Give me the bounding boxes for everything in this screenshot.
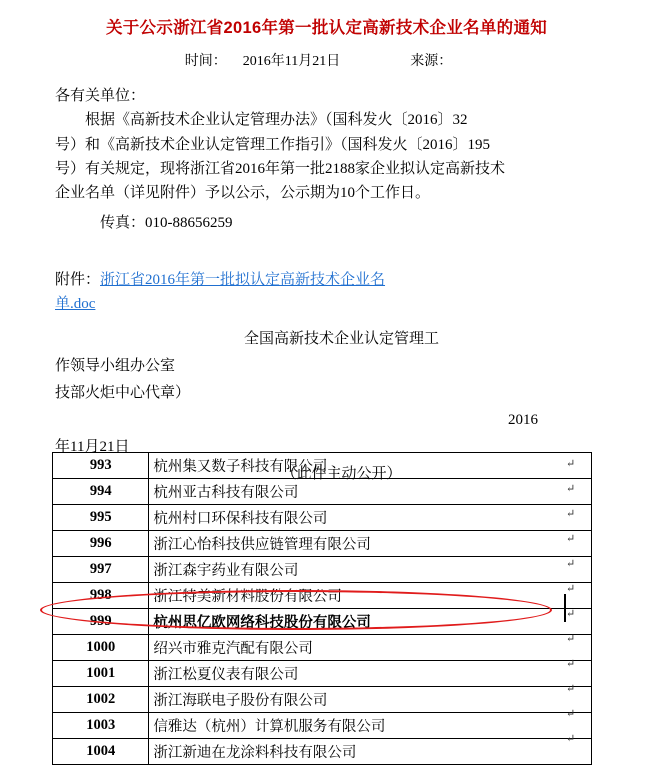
table-row[interactable] bbox=[53, 479, 592, 505]
table-row[interactable] bbox=[53, 583, 592, 609]
row-company-name: 杭州村口环保科技有限公司 bbox=[149, 505, 592, 531]
enterprise-list-table bbox=[52, 452, 592, 765]
table-row-highlighted[interactable] bbox=[53, 609, 592, 635]
row-number: 1002 bbox=[53, 687, 149, 713]
paragraph-mark: ↵ bbox=[566, 658, 576, 670]
table-row[interactable] bbox=[53, 687, 592, 713]
attachment-link-continued[interactable]: 单.doc bbox=[55, 296, 96, 313]
attachment-link[interactable]: 浙江省2016年第一批拟认定高新技术企业名 bbox=[100, 272, 386, 289]
table-row[interactable] bbox=[53, 713, 592, 739]
row-company-name: 信雅达（杭州）计算机服务有限公司 bbox=[149, 713, 592, 739]
body-line-3: 号）有关规定，现将浙江省2016年第一批2188家企业拟认定高新技术 bbox=[55, 160, 506, 177]
text-cursor bbox=[564, 594, 566, 622]
page-title: 关于公示浙江省2016年第一批认定高新技术企业名单的通知 bbox=[105, 19, 548, 37]
paragraph-mark: ↵ bbox=[566, 733, 576, 745]
document-body bbox=[55, 84, 598, 205]
attachment-label: 附件： bbox=[55, 272, 101, 289]
body-line-2: 号）和《高新技术企业认定管理工作指引》（国科发火〔2016〕195 bbox=[55, 136, 491, 153]
time-label: 时间： bbox=[184, 54, 227, 69]
table-row[interactable] bbox=[53, 661, 592, 687]
table-row[interactable] bbox=[53, 453, 592, 479]
paragraph-mark: ↵ bbox=[566, 608, 576, 620]
document-meta bbox=[0, 50, 653, 70]
row-number: 995 bbox=[53, 505, 149, 531]
table-row[interactable] bbox=[53, 635, 592, 661]
table-row[interactable] bbox=[53, 505, 592, 531]
signature-line-6: （此件主动公开） bbox=[281, 466, 402, 483]
row-number: 993 bbox=[53, 453, 149, 479]
paragraph-mark: ↵ bbox=[566, 533, 576, 545]
row-company-name: 绍兴市雅克汽配有限公司 bbox=[149, 635, 592, 661]
signature-line-1: 全国高新技术企业认定管理工 bbox=[243, 331, 439, 348]
salutation: 各有关单位： bbox=[55, 88, 146, 104]
row-company-name: 浙江森宇药业有限公司 bbox=[149, 557, 592, 583]
row-company-name: 浙江心怡科技供应链管理有限公司 bbox=[149, 531, 592, 557]
row-number: 1000 bbox=[53, 635, 149, 661]
row-company-name: 浙江新迪在龙涂料科技有限公司 bbox=[149, 739, 592, 765]
row-number: 1001 bbox=[53, 661, 149, 687]
signature-line-5: 年11月21日 bbox=[55, 439, 130, 456]
fax-line: 传真：010-88656259 bbox=[100, 215, 233, 232]
paragraph-mark: ↵ bbox=[566, 583, 576, 595]
body-line-1: 根据《高新技术企业认定管理办法》（国科发火〔2016〕32 bbox=[85, 112, 468, 129]
row-number: 998 bbox=[53, 583, 149, 609]
row-company-name: 浙江松夏仪表有限公司 bbox=[149, 661, 592, 687]
signature-line-4: 2016 bbox=[508, 412, 538, 429]
row-company-name: 杭州思亿欧网络科技股份有限公司 bbox=[149, 609, 592, 635]
row-number: 1003 bbox=[53, 713, 149, 739]
table-row[interactable] bbox=[53, 531, 592, 557]
row-company-name: 浙江海联电子股份有限公司 bbox=[149, 687, 592, 713]
paragraph-mark: ↵ bbox=[566, 558, 576, 570]
paragraph-mark: ↵ bbox=[566, 633, 576, 645]
row-company-name: 杭州亚古科技有限公司 bbox=[149, 479, 592, 505]
table-row[interactable] bbox=[53, 557, 592, 583]
table-body bbox=[53, 453, 592, 765]
paragraph-mark: ↵ bbox=[566, 683, 576, 695]
row-number: 997 bbox=[53, 557, 149, 583]
row-number: 1004 bbox=[53, 739, 149, 765]
signature-line-2: 作领导小组办公室 bbox=[55, 358, 176, 375]
row-number: 996 bbox=[53, 531, 149, 557]
paragraph-mark: ↵ bbox=[566, 508, 576, 520]
row-number: 994 bbox=[53, 479, 149, 505]
paragraph-mark: ↵ bbox=[566, 708, 576, 720]
paragraph-mark: ↵ bbox=[566, 458, 576, 470]
signature-line-3: 技部火炬中心代章） bbox=[55, 385, 191, 402]
attachment-block bbox=[55, 268, 598, 316]
time-value: 2016年11月21日 bbox=[242, 54, 341, 69]
paragraph-mark-column bbox=[566, 452, 596, 752]
paragraph-mark: ↵ bbox=[566, 483, 576, 495]
body-line-4: 企业名单（详见附件）予以公示，公示期为10个工作日。 bbox=[55, 185, 431, 202]
table-row[interactable] bbox=[53, 739, 592, 765]
row-company-name: 杭州集又数子科技有限公司 bbox=[149, 453, 592, 479]
source-label: 来源： bbox=[410, 54, 453, 69]
row-company-name: 浙江特美新材料股份有限公司 bbox=[149, 583, 592, 609]
row-number: 999 bbox=[53, 609, 149, 635]
